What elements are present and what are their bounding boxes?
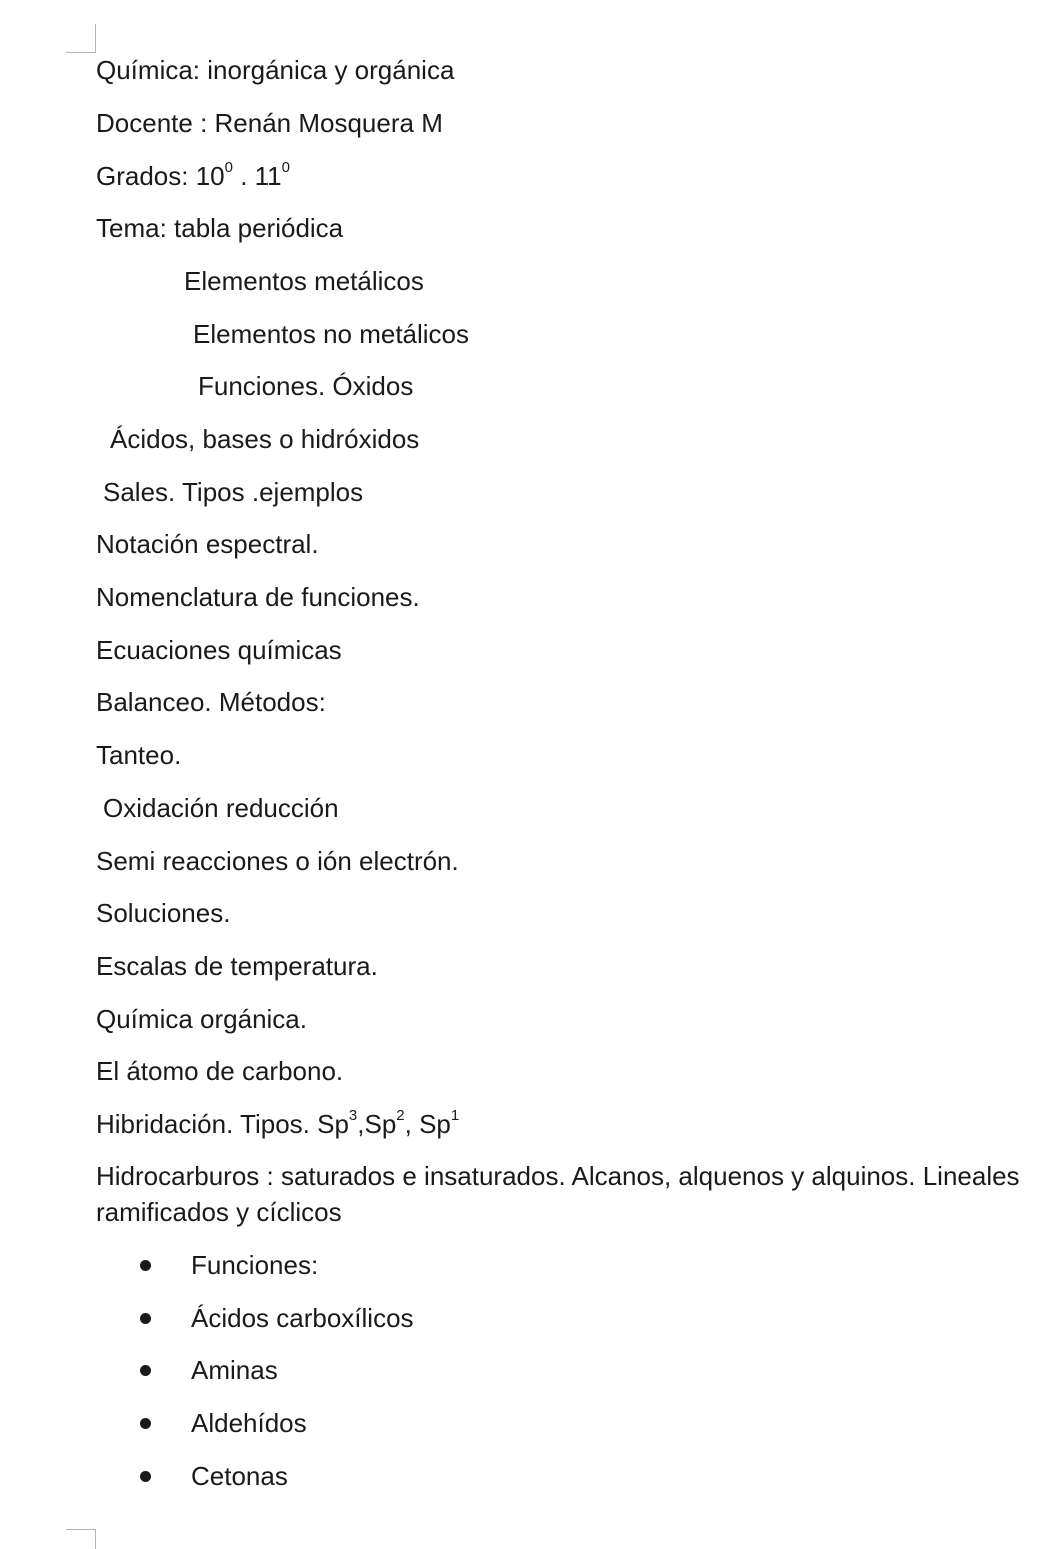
bullet-item: Ácidos carboxílicos	[191, 1303, 414, 1333]
hydrocarbons-paragraph: Hidrocarburos : saturados e insaturados. Alcanos, alquenos y alquinos. Lineales ramificados y cíclicos	[96, 1161, 1020, 1227]
hybridization-line	[96, 1106, 459, 1142]
hybridization-text: Hibridación. Tipos. Sp	[96, 1109, 349, 1139]
list-item: Ácidos, bases o hidróxidos	[110, 424, 420, 454]
grades-prefix: Grados: 10	[96, 161, 225, 191]
bullet-item: Cetonas	[191, 1461, 288, 1491]
page-corner-mark-top	[66, 24, 96, 53]
list-item: Ecuaciones químicas	[96, 635, 342, 665]
bullet-icon	[140, 1260, 151, 1271]
list-item: Notación espectral.	[96, 529, 319, 559]
bullet-icon	[140, 1471, 151, 1482]
hybridization-sep-1: ,Sp	[357, 1109, 397, 1139]
topic-line: Tema: tabla periódica	[96, 213, 344, 243]
list-item: Balanceo. Métodos:	[96, 687, 326, 717]
list-item: Sales. Tipos .ejemplos	[103, 477, 364, 507]
bullet-item: Funciones:	[191, 1250, 319, 1280]
list-item: Tanteo.	[96, 740, 182, 770]
grades-line	[96, 158, 290, 194]
bullet-icon	[140, 1418, 151, 1429]
bullet-item: Aminas	[191, 1355, 278, 1385]
bullet-icon	[140, 1313, 151, 1324]
teacher-line: Docente : Renán Mosquera M	[96, 108, 443, 138]
hybridization-sup-2: 2	[396, 1107, 405, 1125]
grades-mid: . 11	[232, 161, 282, 191]
list-item: Escalas de temperatura.	[96, 951, 378, 981]
list-item: Soluciones.	[96, 898, 231, 928]
list-item: Química orgánica.	[96, 1004, 307, 1034]
hybridization-sup-3: 3	[348, 1107, 358, 1125]
list-item: El átomo de carbono.	[96, 1056, 344, 1086]
bullet-item: Aldehídos	[191, 1408, 307, 1438]
list-item: Oxidación reducción	[103, 793, 339, 823]
hybridization-sup-1: 1	[450, 1107, 460, 1125]
subject-line: Química: inorgánica y orgánica	[96, 55, 455, 85]
bullet-icon	[140, 1365, 151, 1376]
list-item: Elementos no metálicos	[193, 319, 470, 349]
list-item: Nomenclatura de funciones.	[96, 582, 420, 612]
grades-sup-2: 0	[281, 159, 290, 177]
list-item: Elementos metálicos	[184, 266, 424, 296]
list-item: Semi reacciones o ión electrón.	[96, 846, 459, 876]
list-item: Funciones. Óxidos	[198, 371, 414, 401]
page-corner-mark-bottom	[66, 1529, 96, 1549]
grades-sup-1: 0	[224, 159, 233, 177]
hybridization-sep-2: , Sp	[404, 1109, 451, 1139]
